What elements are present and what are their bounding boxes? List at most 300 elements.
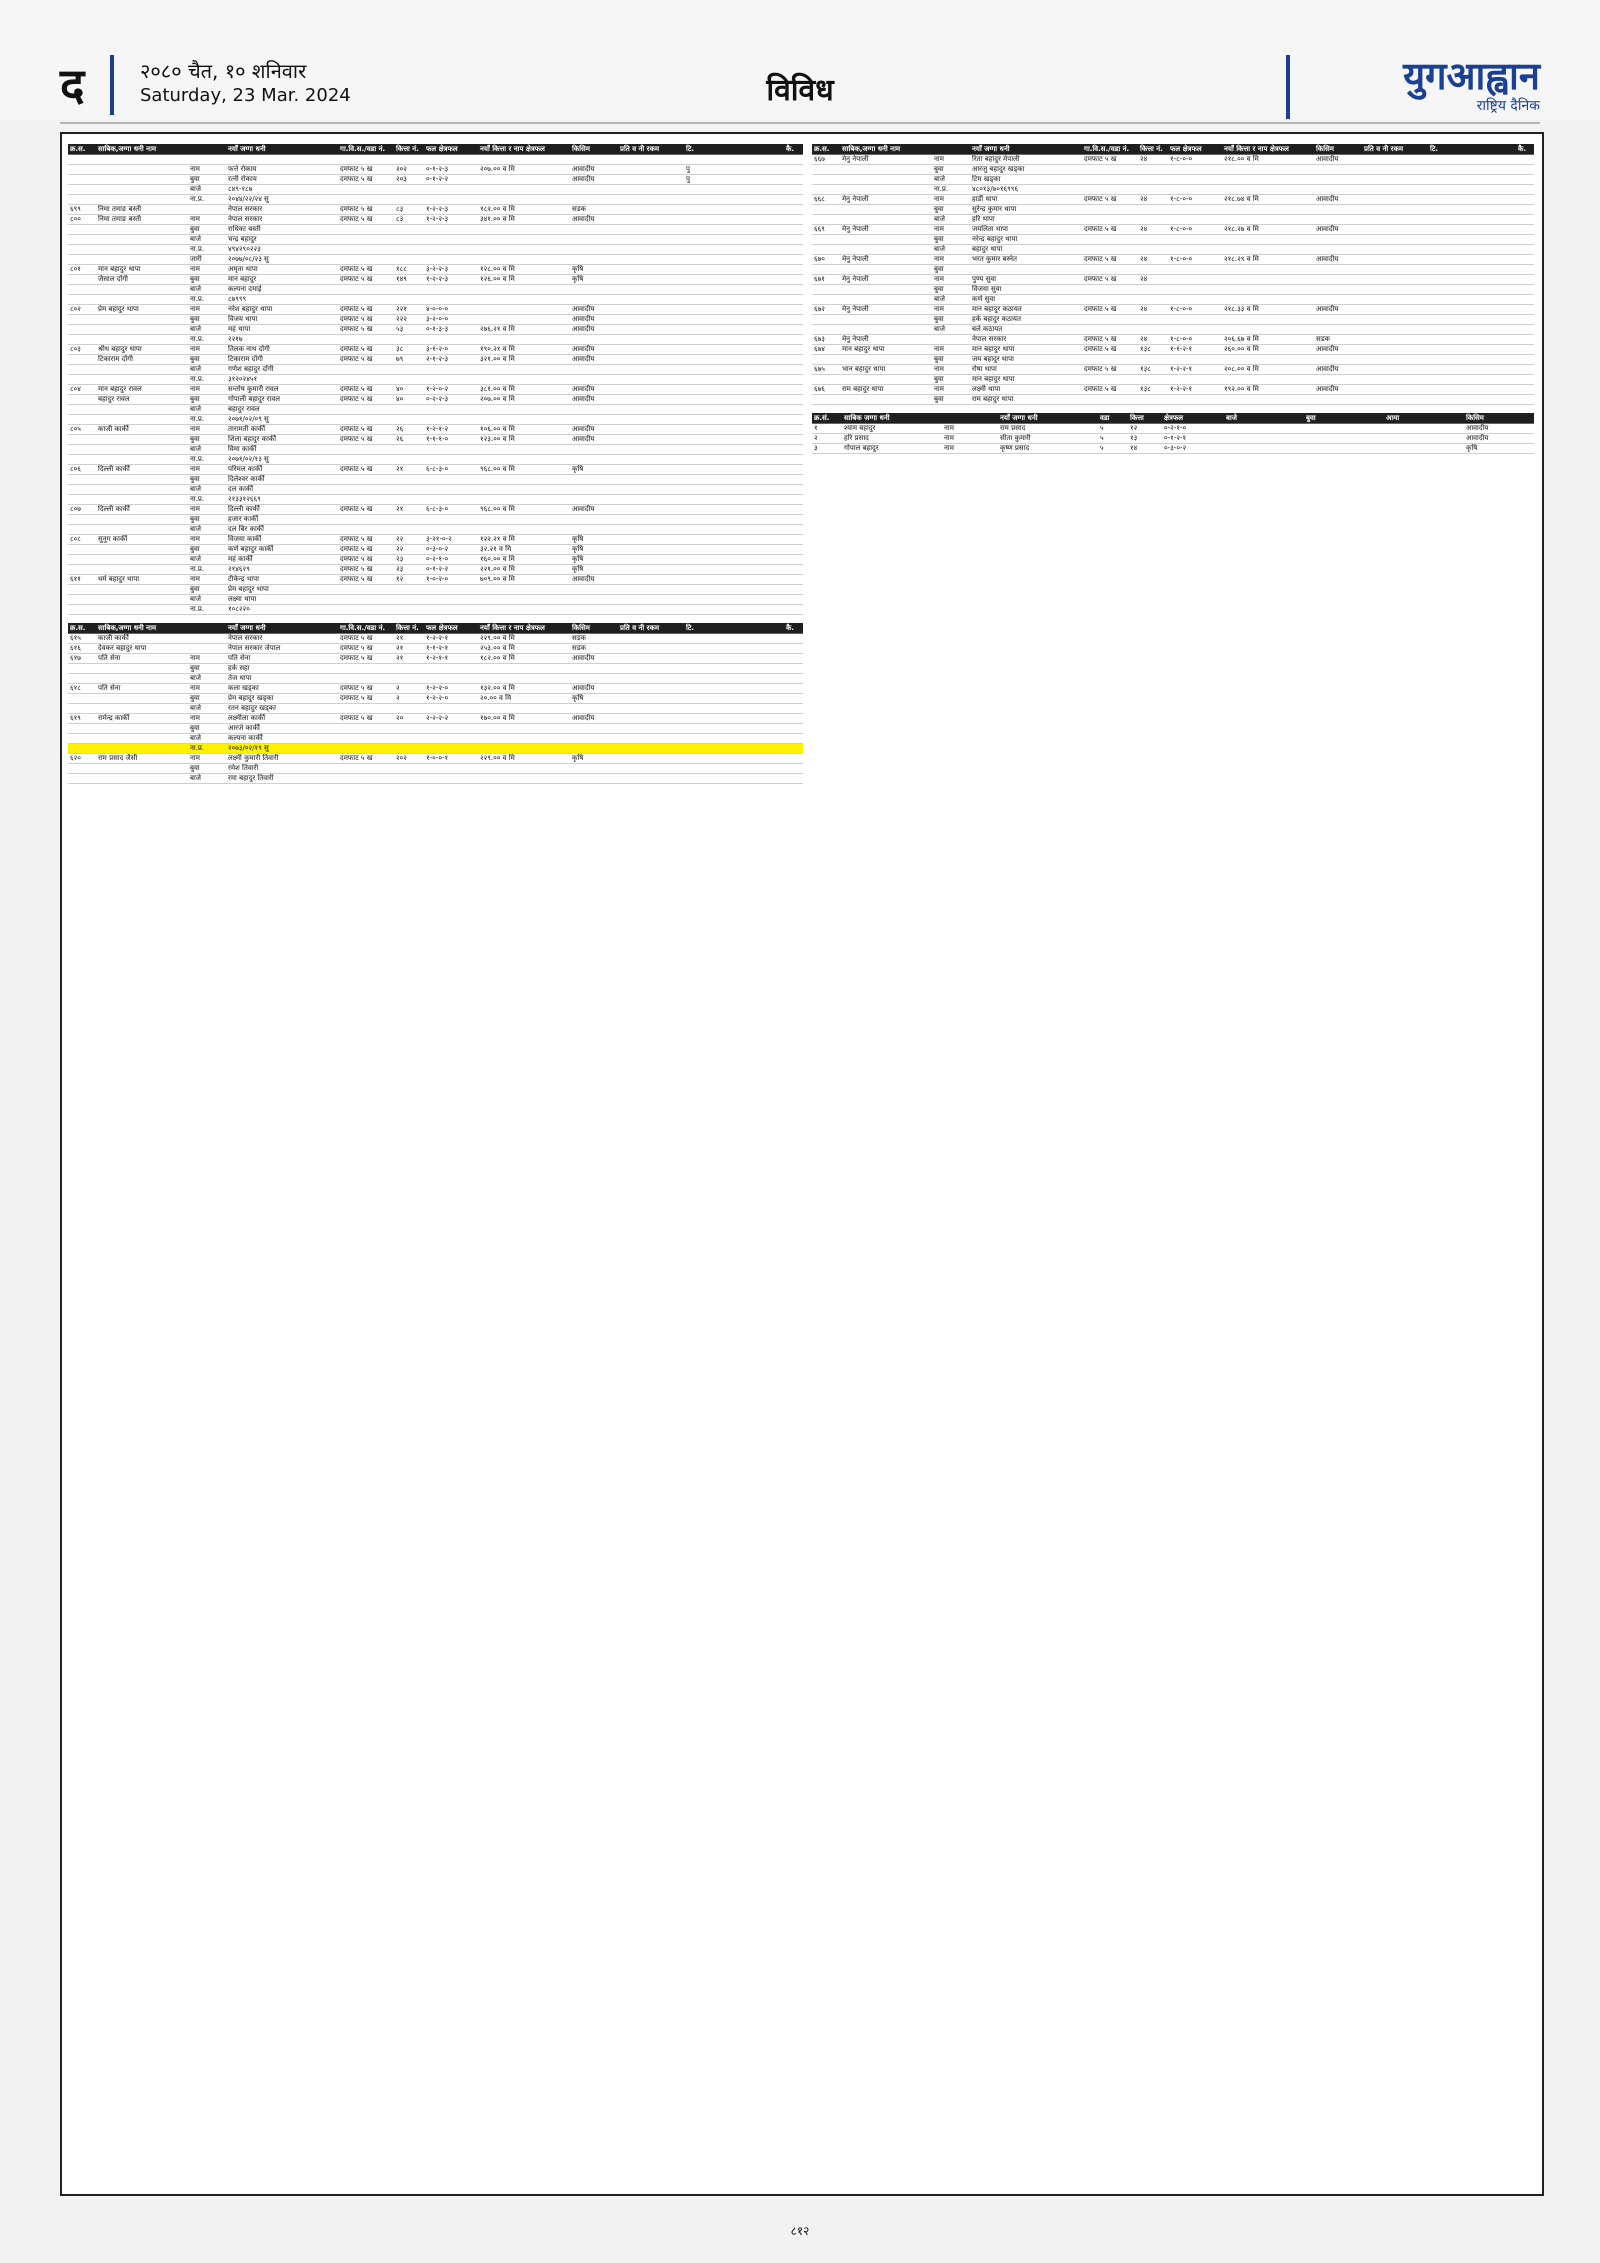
table-cell — [338, 455, 394, 465]
table-cell: राम बहादुर थापा — [970, 395, 1082, 405]
table-header-row — [68, 144, 803, 155]
table-row — [812, 424, 1534, 434]
table-cell — [618, 275, 684, 285]
table-cell: २०६.६७ व मि — [1222, 335, 1314, 345]
table-cell — [1428, 205, 1516, 215]
table-cell — [784, 385, 803, 395]
table-cell: १३ — [1128, 434, 1162, 444]
table-cell: २१८.७४ व मि — [1222, 195, 1314, 205]
table-cell — [812, 325, 840, 335]
table-cell: पु — [684, 165, 784, 175]
table-cell: सडक — [570, 634, 618, 644]
table-cell — [1362, 225, 1428, 235]
table-cell — [570, 525, 618, 535]
table-row — [68, 375, 803, 385]
table-cell — [618, 774, 684, 784]
table-row — [68, 215, 803, 225]
table-cell — [68, 295, 96, 305]
table-cell — [1362, 275, 1428, 285]
table-cell: बाजे — [188, 485, 226, 495]
table-cell — [618, 664, 684, 674]
table-cell — [338, 674, 394, 684]
table-cell: मेनु नेपाली — [840, 225, 932, 235]
land-table-right — [812, 144, 1534, 405]
table-cell — [684, 325, 784, 335]
table-cell: ८०१ — [68, 265, 96, 275]
table-cell — [424, 295, 478, 305]
table-cell — [478, 185, 570, 195]
table-cell: गोपाली बहादुर रावल — [226, 395, 338, 405]
table-row — [812, 265, 1534, 275]
table-cell — [68, 235, 96, 245]
table-cell — [784, 195, 803, 205]
table-cell: मेनु नेपाली — [840, 335, 932, 345]
table-cell: ६७१ — [812, 275, 840, 285]
table-cell: ७०९.०० व मि — [478, 575, 570, 585]
table-cell: बाजे — [188, 674, 226, 684]
table-cell: दमफाट ५ ख — [338, 465, 394, 475]
table-cell: हार्डी थापा — [970, 195, 1082, 205]
table-cell: कृषि — [570, 754, 618, 764]
table-cell — [1082, 285, 1138, 295]
table-row — [812, 295, 1534, 305]
table-cell — [618, 235, 684, 245]
table-cell: आवादीय — [1314, 255, 1362, 265]
table-cell: आवादीय — [1464, 434, 1534, 444]
table-row — [812, 155, 1534, 165]
table-row — [68, 754, 803, 764]
table-cell: ६११ — [68, 575, 96, 585]
table-cell — [570, 485, 618, 495]
column-header: फल क्षेत्रफल — [424, 144, 478, 155]
table-cell — [1428, 215, 1516, 225]
table-cell — [1516, 275, 1534, 285]
table-cell: नेपाल सरकार — [226, 215, 338, 225]
table-row — [68, 684, 803, 694]
column-header: नयाँ कित्ता र नाप क्षेत्रफल — [478, 623, 570, 634]
table-cell: १-८-०-० — [1168, 305, 1222, 315]
table-cell — [424, 255, 478, 265]
table-cell — [784, 595, 803, 605]
table-cell — [68, 605, 96, 615]
table-cell: २४ — [1138, 225, 1168, 235]
table-row — [812, 245, 1534, 255]
table-cell: ६९९ — [68, 205, 96, 215]
table-cell: दमफाट ५ ख — [338, 754, 394, 764]
table-cell: १-२-२-१ — [1168, 385, 1222, 395]
table-cell: पति सेना — [96, 684, 188, 694]
table-cell — [1362, 345, 1428, 355]
table-cell: कृषि — [570, 465, 618, 475]
table-cell — [1314, 375, 1362, 385]
table-cell — [1168, 245, 1222, 255]
table-cell — [1362, 245, 1428, 255]
table-cell — [618, 595, 684, 605]
table-cell: ना.प्र. — [188, 245, 226, 255]
table-cell — [1082, 355, 1138, 365]
table-row — [812, 365, 1534, 375]
table-cell: आवादीय — [570, 575, 618, 585]
table-cell — [784, 265, 803, 275]
table-cell — [478, 744, 570, 754]
table-cell: दमफाट ५ ख — [338, 435, 394, 445]
table-row — [68, 505, 803, 515]
table-cell: २०८.०० व मि — [1222, 365, 1314, 375]
table-cell — [1516, 285, 1534, 295]
table-cell — [1428, 265, 1516, 275]
table-cell — [68, 664, 96, 674]
table-cell: १-२-१-१ — [424, 654, 478, 664]
table-cell — [478, 525, 570, 535]
table-cell — [478, 415, 570, 425]
masthead-rule — [60, 122, 1540, 124]
table-cell — [784, 495, 803, 505]
table-cell: १८२.०० व मि — [478, 205, 570, 215]
table-cell — [68, 674, 96, 684]
table-cell — [424, 585, 478, 595]
table-cell — [188, 644, 226, 654]
table-cell — [1428, 285, 1516, 295]
table-cell: नाम — [188, 505, 226, 515]
table-cell: बुवा — [188, 225, 226, 235]
table-cell — [618, 565, 684, 575]
table-cell: २२१.०० व मि — [478, 565, 570, 575]
table-cell: ३-१-२-० — [424, 345, 478, 355]
column-header: कै. — [1516, 144, 1534, 155]
table-header-row — [812, 413, 1534, 424]
table-cell — [1224, 424, 1304, 434]
table-cell: आवादीय — [1464, 424, 1534, 434]
table-cell — [784, 774, 803, 784]
table-cell: मान बहादुर थापा — [970, 375, 1082, 385]
table-cell — [784, 325, 803, 335]
table-cell — [784, 455, 803, 465]
table-cell — [226, 155, 338, 165]
table-cell — [478, 365, 570, 375]
table-cell: आवादीय — [570, 385, 618, 395]
table-cell: आवादीय — [570, 684, 618, 694]
table-cell — [684, 265, 784, 275]
table-cell: १०६.०० व मि — [478, 425, 570, 435]
table-cell — [1362, 235, 1428, 245]
table-cell — [1138, 265, 1168, 275]
table-cell — [68, 774, 96, 784]
column-header: बाजे — [1224, 413, 1304, 424]
table-cell — [68, 595, 96, 605]
table-cell — [618, 575, 684, 585]
table-cell: बुवा — [188, 764, 226, 774]
table-cell: राम बहादुर थापा — [840, 385, 932, 395]
table-cell: रोषा थापा — [970, 365, 1082, 375]
table-row — [812, 215, 1534, 225]
table-cell: भरत कुमार बस्नेत — [970, 255, 1082, 265]
table-cell — [1428, 235, 1516, 245]
page-number: ८१२ — [790, 2224, 810, 2238]
table-cell: कल्पना दमाई — [226, 285, 338, 295]
table-cell: ४० — [394, 395, 424, 405]
table-cell: नाम — [188, 535, 226, 545]
table-cell — [1428, 345, 1516, 355]
table-cell — [684, 774, 784, 784]
table-cell: २०३ — [394, 175, 424, 185]
table-cell: ३ — [812, 444, 842, 454]
table-cell — [1138, 185, 1168, 195]
table-cell — [840, 315, 932, 325]
table-cell — [784, 674, 803, 684]
table-row — [68, 545, 803, 555]
table-cell: ३२१.०० व मि — [478, 355, 570, 365]
table-cell — [978, 434, 998, 444]
table-cell: ०-१-२-२ — [424, 175, 478, 185]
table-cell: दमफाट ५ ख — [1082, 225, 1138, 235]
table-cell — [840, 165, 932, 175]
table-cell: काजी कार्की — [96, 634, 188, 644]
table-cell: हजार कार्की — [226, 515, 338, 525]
table-cell — [1222, 175, 1314, 185]
table-cell: दमफाट ५ ख — [1082, 365, 1138, 375]
table-cell — [394, 595, 424, 605]
table-cell: बुवा — [188, 585, 226, 595]
column-header: नयाँ कित्ता र नाप क्षेत्रफल — [1222, 144, 1314, 155]
table-cell: दमफाट ५ ख — [338, 385, 394, 395]
table-cell — [784, 235, 803, 245]
table-cell — [338, 235, 394, 245]
table-cell — [424, 774, 478, 784]
table-header-row — [68, 623, 803, 634]
table-cell — [840, 285, 932, 295]
table-cell — [338, 764, 394, 774]
table-cell — [68, 734, 96, 744]
table-row — [68, 335, 803, 345]
table-cell — [338, 365, 394, 375]
table-cell — [478, 305, 570, 315]
table-cell: नाम — [932, 365, 970, 375]
table-cell: राम प्रसाद जैसी — [96, 754, 188, 764]
table-cell: ना.प्र. — [188, 335, 226, 345]
table-cell — [784, 245, 803, 255]
table-cell — [68, 565, 96, 575]
table-cell: २१ — [394, 634, 424, 644]
table-cell: २०.०० व मि — [478, 694, 570, 704]
table-cell — [1362, 295, 1428, 305]
table-cell: बुवा — [188, 515, 226, 525]
table-row — [68, 185, 803, 195]
table-cell: मान बहादुर रावल — [96, 385, 188, 395]
table-cell: बुवा — [188, 355, 226, 365]
table-cell: दमफाट ५ ख — [338, 565, 394, 575]
table-cell: ६१९ — [68, 714, 96, 724]
table-cell: आवादीय — [570, 215, 618, 225]
table-cell — [1362, 355, 1428, 365]
table-row — [68, 175, 803, 185]
table-cell: २२९.०० व मि — [478, 634, 570, 644]
table-cell: मान बहादुर थापा — [96, 265, 188, 275]
table-cell: नाम — [188, 684, 226, 694]
table-cell: ३८१.०० व मि — [478, 385, 570, 395]
column-header: बुवा — [1304, 413, 1384, 424]
table-row — [812, 285, 1534, 295]
table-cell: बुवा — [188, 724, 226, 734]
column-header: साबिक जग्गा धनी — [842, 413, 942, 424]
column-header: साबिक,जग्गा धनी नाम — [840, 144, 932, 155]
table-cell — [68, 315, 96, 325]
left-column — [68, 144, 803, 784]
table-cell — [478, 485, 570, 495]
table-cell: बुवा — [932, 315, 970, 325]
table-cell: बहादुर रावल — [226, 405, 338, 415]
table-cell: दमफाट ५ ख — [338, 555, 394, 565]
table-cell — [68, 525, 96, 535]
table-cell: ०-१-२-१ — [1162, 434, 1224, 444]
table-cell — [1222, 205, 1314, 215]
table-cell: २७६.२१ व मि — [478, 325, 570, 335]
table-cell — [618, 455, 684, 465]
table-row — [812, 315, 1534, 325]
table-cell — [424, 235, 478, 245]
table-cell — [784, 405, 803, 415]
table-cell — [618, 255, 684, 265]
table-cell: आवादीय — [1314, 155, 1362, 165]
table-cell — [784, 654, 803, 664]
table-cell — [1222, 165, 1314, 175]
table-cell: बुवा — [932, 375, 970, 385]
table-cell — [68, 395, 96, 405]
table-cell — [618, 405, 684, 415]
table-cell — [68, 255, 96, 265]
table-row — [68, 405, 803, 415]
table-cell: आवादीय — [570, 305, 618, 315]
table-cell: २४ — [1138, 155, 1168, 165]
table-cell — [478, 734, 570, 744]
table-cell — [68, 225, 96, 235]
table-cell: बुवा — [188, 664, 226, 674]
table-cell — [1516, 185, 1534, 195]
table-cell — [784, 185, 803, 195]
table-cell — [684, 704, 784, 714]
table-row — [68, 565, 803, 575]
table-cell: १-८-०-० — [1168, 225, 1222, 235]
table-cell — [96, 155, 188, 165]
table-cell — [1138, 175, 1168, 185]
table-row — [68, 634, 803, 644]
table-cell — [338, 495, 394, 505]
column-header: गा.वि.स./वडा नं. — [1082, 144, 1138, 155]
table-cell — [96, 195, 188, 205]
table-cell — [394, 365, 424, 375]
table-cell — [784, 714, 803, 724]
table-cell — [784, 545, 803, 555]
table-cell — [338, 595, 394, 605]
table-cell — [96, 445, 188, 455]
table-cell: आवादीय — [1314, 345, 1362, 355]
land-table-left — [68, 144, 803, 615]
table-cell — [684, 255, 784, 265]
table-cell — [338, 155, 394, 165]
table-cell: ३-२-२-३ — [424, 265, 478, 275]
table-cell — [684, 585, 784, 595]
table-cell: महं थापा — [226, 325, 338, 335]
table-cell — [1138, 205, 1168, 215]
table-cell: ८३ — [394, 215, 424, 225]
table-cell — [570, 365, 618, 375]
table-cell — [188, 155, 226, 165]
table-cell: आवादीय — [1314, 225, 1362, 235]
table-cell — [394, 335, 424, 345]
column-header: कै. — [784, 623, 803, 634]
table-cell — [618, 195, 684, 205]
table-cell: दमफाट ५ ख — [1082, 195, 1138, 205]
table-cell: हर्क बहादुर कठायत — [970, 315, 1082, 325]
table-row — [68, 295, 803, 305]
table-cell: दमफाट ५ ख — [338, 165, 394, 175]
table-cell — [570, 255, 618, 265]
table-cell: आवादीय — [1314, 365, 1362, 375]
table-cell — [618, 644, 684, 654]
table-cell — [1222, 245, 1314, 255]
table-cell — [684, 724, 784, 734]
table-cell — [840, 295, 932, 305]
table-cell — [1516, 235, 1534, 245]
table-cell: ३४१.०० व मि — [478, 215, 570, 225]
table-cell: ४८०१३/७०१६९९६ — [970, 185, 1082, 195]
table-row — [68, 465, 803, 475]
table-cell: १-१-२-१ — [1168, 345, 1222, 355]
table-cell — [68, 155, 96, 165]
table-cell — [570, 155, 618, 165]
table-cell — [570, 734, 618, 744]
table-cell — [394, 475, 424, 485]
table-cell: ०-३-०-२ — [424, 545, 478, 555]
table-cell — [618, 744, 684, 754]
table-cell — [840, 215, 932, 225]
table-cell — [68, 455, 96, 465]
table-cell — [784, 684, 803, 694]
table-cell — [618, 335, 684, 345]
table-cell — [1384, 444, 1464, 454]
table-cell — [1168, 165, 1222, 175]
table-cell: दमफाट ५ ख — [338, 315, 394, 325]
table-cell — [1362, 315, 1428, 325]
table-cell — [1082, 315, 1138, 325]
table-cell: बाजे — [188, 365, 226, 375]
table-cell — [478, 285, 570, 295]
table-cell: ६१५ — [68, 634, 96, 644]
column-header: कित्ता — [1128, 413, 1162, 424]
table-cell: ०-२-२-३ — [424, 395, 478, 405]
table-cell — [684, 515, 784, 525]
table-cell — [68, 355, 96, 365]
table-cell — [96, 435, 188, 445]
table-cell: नाम — [942, 424, 978, 434]
table-cell: प्रेम बहादुर थापा — [96, 305, 188, 315]
table-cell — [1082, 235, 1138, 245]
table-cell: १-२-२-३ — [424, 205, 478, 215]
table-cell — [424, 724, 478, 734]
table-cell — [338, 335, 394, 345]
table-cell — [68, 375, 96, 385]
table-cell — [618, 535, 684, 545]
table-cell: ५ — [1098, 434, 1128, 444]
table-cell: ९६८.०० व मि — [478, 465, 570, 475]
table-cell: कृषि — [570, 565, 618, 575]
table-cell: १-०-२-० — [424, 575, 478, 585]
column-header: नयाँ कित्ता र नाप क्षेत्रफल — [478, 144, 570, 155]
table-cell: विजय थापा — [226, 315, 338, 325]
table-cell: १-२-२-३ — [424, 275, 478, 285]
table-cell — [338, 475, 394, 485]
section-title: विविध — [766, 73, 834, 108]
table-row — [812, 355, 1534, 365]
